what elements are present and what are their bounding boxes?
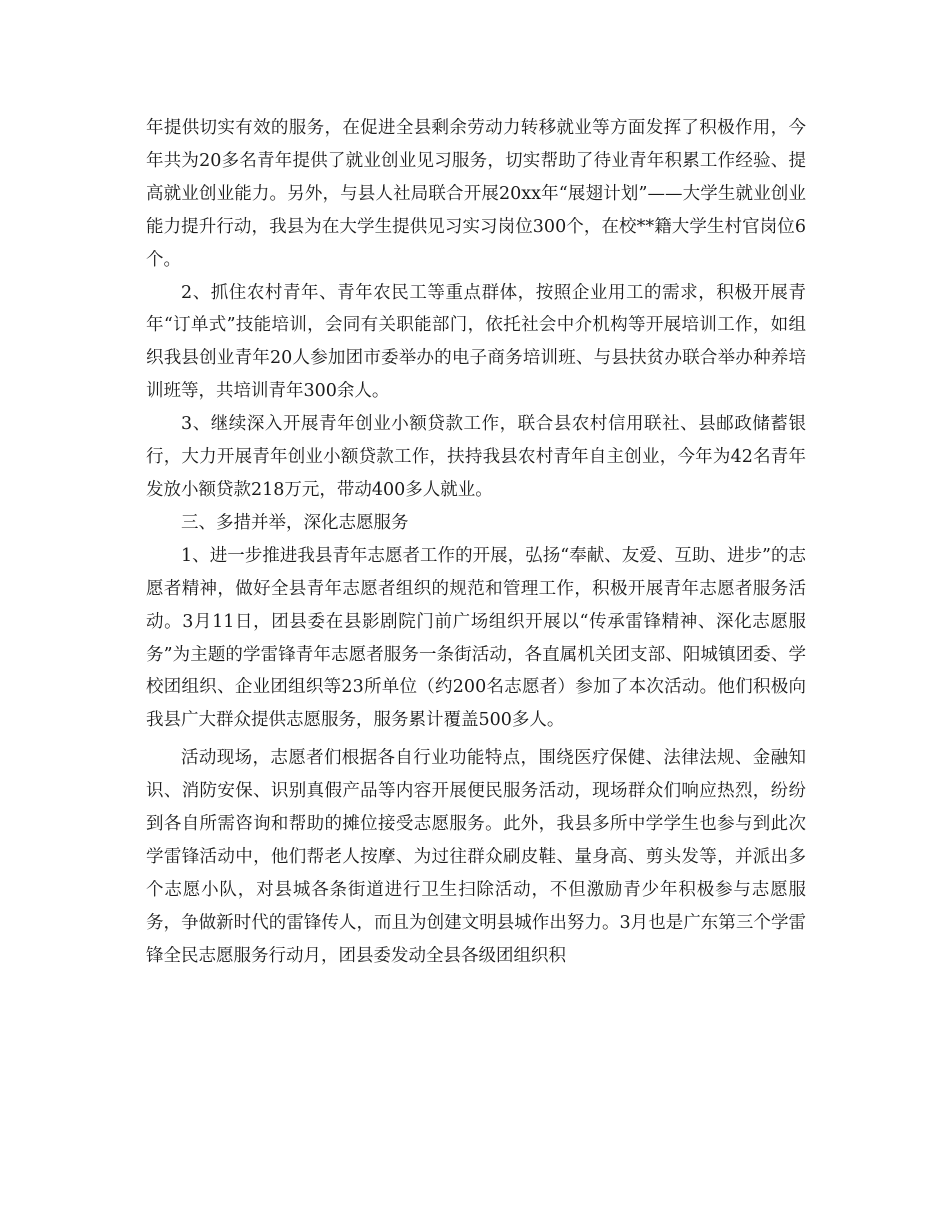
paragraph-volunteer-work: 1、进一步推进我县青年志愿者工作的开展，弘扬“奉献、友爱、互助、进步”的志愿者精神，做好全县青年志愿者组织的规范和管理工作，积极开展青年志愿者服务活动。3月11日，团县委在县影剧院门前广场组织开展以“传承雷锋精神、深化志愿服务”为主题的学雷锋青年志愿者服务一条街活动，各直属机关团支部、阳城镇团委、学校团组织、企业团组织等23所单位（约200名志愿者）参加了本次活动。他们积极向我县广大群众提供志愿服务，服务累计覆盖500多人。	[146, 545, 806, 731]
paragraph-skills-training: 2、抓住农村青年、青年农民工等重点群体，按照企业用工的需求，积极开展青年“订单式”技能培训，会同有关职能部门，依托社会中介机构等开展培训工作，如组织我县创业青年20人参加团市委举办的电子商务培训班、与县扶贫办联合举办种养培训班等，共培训青年300余人。	[146, 282, 806, 402]
paragraph-microloans: 3、继续深入开展青年创业小额贷款工作，联合县农村信用联社、县邮政储蓄银行，大力开展青年创业小额贷款工作，扶持我县农村青年自主创业，今年为42名青年发放小额贷款218万元，带动400多人就业。	[146, 414, 806, 500]
document-page	[146, 112, 806, 973]
paragraph-employment-services: 年提供切实有效的服务，在促进全县剩余劳动力转移就业等方面发挥了积极作用，今年共为20多名青年提供了就业创业见习服务，切实帮助了待业青年积累工作经验、提高就业创业能力。另外，与县人社局联合开展20xx年“展翅计划”——大学生就业创业能力提升行动，我县为在大学生提供见习实习岗位300个，在校**籍大学生村官岗位6个。	[146, 118, 806, 270]
section-heading-volunteer-service: 三、多措并举，深化志愿服务	[181, 512, 409, 533]
paragraph-activity-scene: 活动现场，志愿者们根据各自行业功能特点，围绕医疗保健、法律法规、金融知识、消防安保、识别真假产品等内容开展便民服务活动，现场群众们响应热烈，纷纷到各自所需咨询和帮助的摊位接受志愿服务。此外，我县多所中学学生也参与到此次学雷锋活动中，他们帮老人按摩、为过往群众刷皮鞋、量身高、剪头发等，并派出多个志愿小队，对县城各条街道进行卫生扫除活动，不但激励青少年积极参与志愿服务，争做新时代的雷锋传人，而且为创建文明县城作出努力。3月也是广东第三个学雷锋全民志愿服务行动月，团县委发动全县各级团组织积	[146, 748, 806, 966]
